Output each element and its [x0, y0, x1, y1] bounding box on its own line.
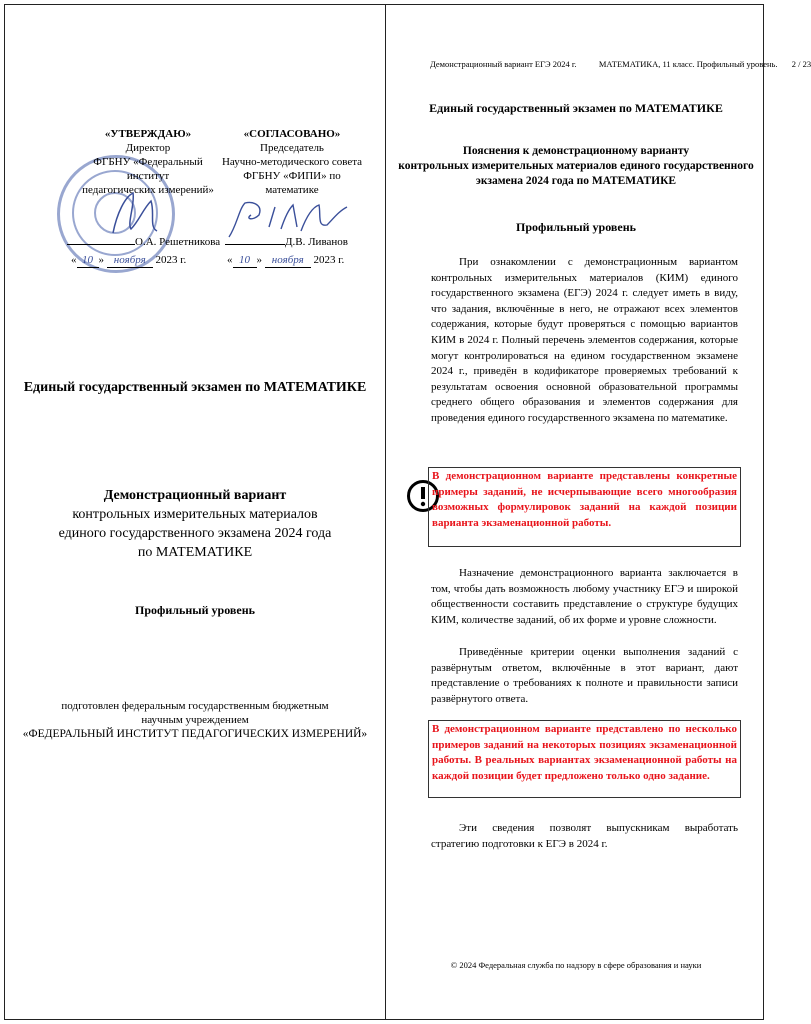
chairman-signature [223, 197, 353, 243]
copyright-footer: © 2024 Федеральная служба по надзору в сфере образования и науки [450, 960, 702, 970]
page-number: 2 / 23 [791, 59, 811, 69]
header-left: Демонстрационный вариант ЕГЭ 2024 г. [430, 59, 577, 69]
prepared-line3: «ФЕДЕРАЛЬНЫЙ ИНСТИТУТ ПЕДАГОГИЧЕСКИХ ИЗМЕРЕНИЙ» [22, 728, 368, 740]
approve-date-year: 2023 г. [155, 254, 187, 266]
explain-line2: контрольных измерительных материалов единого государственного [398, 160, 754, 172]
approve-date-day: 10 [77, 253, 99, 268]
director-signature [105, 183, 175, 243]
agree-signer: Д.В. Ливанов [285, 236, 348, 248]
right-level: Профильный уровень [516, 220, 636, 234]
explanation-page [386, 5, 811, 1019]
agree-org-line1: Научно-методического совета [221, 156, 363, 168]
agree-date-month: ноября [265, 253, 311, 268]
agree-date-year: 2023 г. [313, 254, 345, 266]
criteria-paragraph: Приведённые критерии оценки выполнения заданий с развёрнутым ответом, включённые в этот вариант, дают представление о требованиях к полноте и правильности записи развёрнутого ответа. [431, 646, 738, 705]
purpose-paragraph: Назначение демонстрационного варианта заключается в том, чтобы дать возможность любому участнику ЕГЭ и широкой общественности составить представление о структуре будущих КИМ, количестве заданий, об их форме и уровне сложности. [431, 567, 738, 626]
approve-org-line1: ФГБНУ «Федеральный институт [93, 156, 203, 182]
demo-line2: контрольных измерительных материалов [72, 507, 318, 522]
approve-heading: «УТВЕРЖДАЮ» [104, 128, 192, 140]
prepared-line1: подготовлен федеральным государственным бюджетным [61, 700, 329, 712]
intro-paragraph: При ознакомлении с демонстрационным вариантом контрольных измерительных материалов (КИМ) единого государственного экзамена (ЕГЭ) 2024 г. следует иметь в виду, что задания, включённые в него, не отражают всех элементов содержания, которые будут проверяться с помощью вариантов КИМ в 2024 г. Полный перечень элементов содержания, которые могут контролироваться на едином государственном экзамене 2024 г., приведён в кодификаторе проверяемых требований к результатам освоения основной образовательной программы среднего общего образования и элементов содержания для проведения единого государственного экзамена по математике. [431, 256, 738, 424]
approve-signer: О.А. Решетникова [135, 236, 221, 248]
agree-date-day: 10 [233, 253, 257, 268]
explain-line1: Пояснения к демонстрационному варианту [462, 145, 690, 157]
left-level: Профильный уровень [135, 603, 255, 617]
agree-heading: «СОГЛАСОВАНО» [243, 128, 341, 140]
explain-line3: экзамена 2024 года по МАТЕМАТИКЕ [475, 175, 677, 187]
header-mid: МАТЕМАТИКА, 11 класс. Профильный уровень. [598, 59, 778, 69]
right-exam-title: Единый государственный экзамен по МАТЕМАТИКЕ [429, 101, 723, 115]
demo-line3: единого государственного экзамена 2024 года [58, 526, 332, 541]
demo-title: Демонстрационный вариант [103, 488, 287, 503]
title-page: «УТВЕРЖДАЮ» Директор ФГБНУ «Федеральный институт педагогических измерений» О.А. Решетникова « 10 » ноября 2023 г. «СОГЛАСОВАНО» Председатель Научно-методического совета ФГБНУ «ФИПИ» по математике Д.В. Ливанов « 10 » ноября 2023 г. Единый государственный экзамен по МАТЕМАТИКЕ Демонстрационный вариант контрольных измерительных материалов единого государственного экзамена 2024 года по МАТЕМАТИКЕ Профильный уровень подготовлен федеральным государственным бюджетным научным учреждением «ФЕДЕРАЛЬНЫЙ ИНСТИТУТ ПЕДАГОГИЧЕСКИХ ИЗМЕРЕНИЙ» [5, 5, 385, 1019]
running-header [430, 59, 811, 69]
approve-role: Директор [125, 142, 171, 154]
left-exam-title: Единый государственный экзамен по МАТЕМАТИКЕ [23, 380, 367, 395]
prepared-line2: научным учреждением [141, 714, 249, 726]
approve-date-month: ноября [107, 253, 153, 268]
warning-box-examples: В демонстрационном варианте представлены конкретные примеры заданий, не исчерпывающие всего многообразия возможных формулировок заданий на каждой позиции варианта экзаменационной работы. [428, 467, 741, 547]
approve-org-line2: педагогических измерений» [82, 184, 214, 196]
agree-org-line2: ФГБНУ «ФИПИ» по математике [243, 170, 341, 196]
strategy-paragraph: Эти сведения позволят выпускникам выработать стратегию подготовки к ЕГЭ в 2024 г. [431, 822, 738, 850]
agree-role: Председатель [260, 142, 324, 154]
demo-line4: по МАТЕМАТИКЕ [137, 545, 253, 560]
warning-box-positions: В демонстрационном варианте представлено по несколько примеров заданий на некоторых позициях экзаменационной работы. В реальных вариантах экзаменационной работы на каждой позиции будет предложено только одно задание. [428, 720, 741, 798]
